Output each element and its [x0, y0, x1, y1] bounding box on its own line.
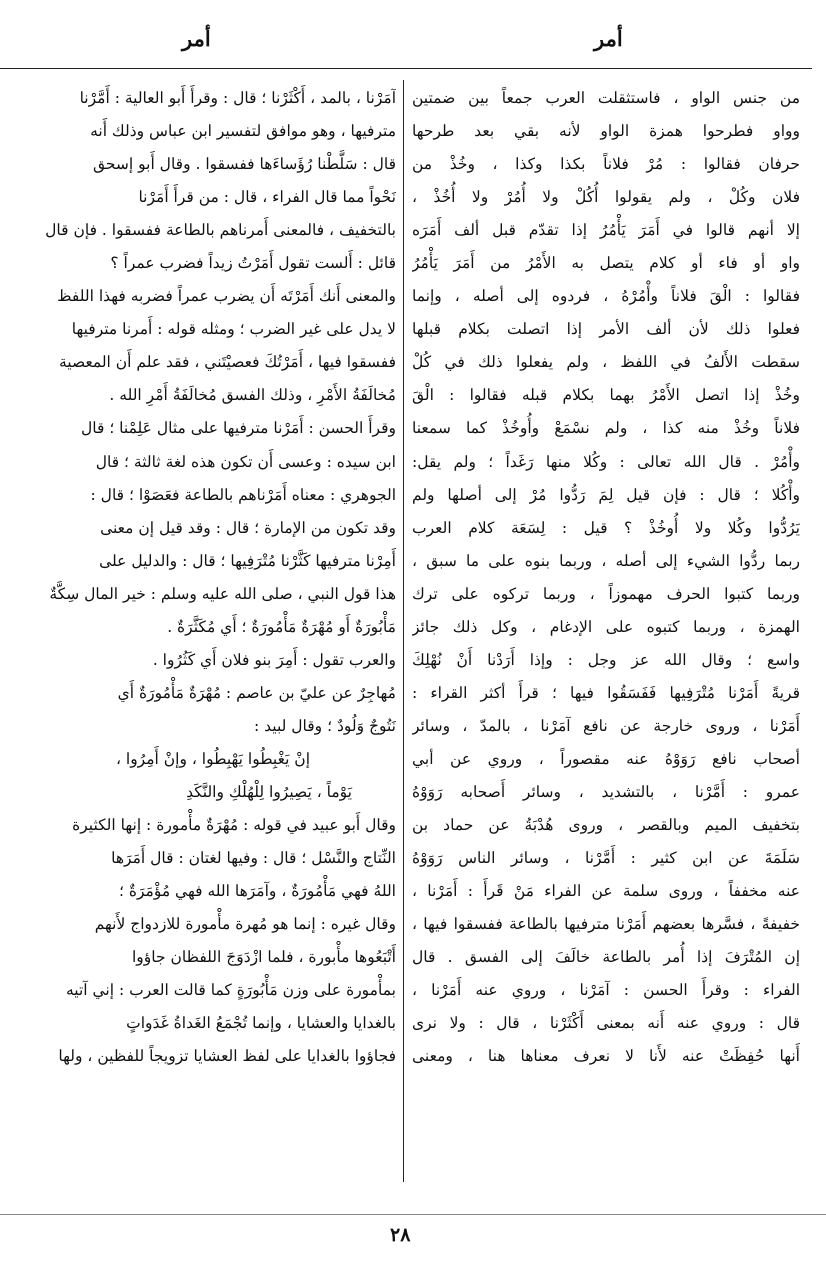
text-line: أصحاب نافع رَوَوْهُ عنه مقصوراً ، وروي عن أبي [412, 749, 800, 768]
text-line: يَرُدُّوا وكُلا ولا أُوخُذْ ؟ قيل : لِسَعَة كلام العرب [412, 518, 800, 537]
text-line: وربما كتبوا الحرف مهموزاً ، وربما تركوه على ترك [412, 584, 800, 603]
text-line: سَلَمَةَ عن ابن كثير : أَمَّرْنا ، وسائر الناس رَوَوْهُ [412, 849, 800, 868]
text-line: بالغدايا والعشايا ، وإنما تُجْمَعُ الغَداةُ غَدَواتٍ [126, 1014, 396, 1033]
header-left-word: أمر [182, 26, 211, 51]
header-right-word: أمر [594, 26, 623, 51]
text-line: قائل : أَلست تقول أَمَرْتُ زيداً فضرب عمراً ؟ [110, 254, 396, 273]
verse-line: يَوْماً ، يَصِيرُوا لِلْهُلْكِ والنَّكَدِ [186, 782, 352, 801]
text-line: إن المُتْرَفَ إذا أُمر بالطاعة خالَفَ إلى الفسق . قال [412, 948, 800, 967]
text-line: أَنها حُفِظَتْ عنه لأَنا لا نعرف معناها هنا ، ومعنى [412, 1047, 800, 1066]
text-line: إلا أنهم قالوا في أَمَرَ يَأْمُرُ إذا تقدّم قبل ألف أَمَرَه [412, 221, 800, 240]
text-line: وقال أَبو عبيد في قوله : مُهْرَةٌ مأْمورة : إنها الكثيرة [72, 816, 396, 835]
page-number: ٢٨ [390, 1224, 411, 1246]
text-line: وقال غيره : إنما هو مُهرة مأْمورة للازدواج لأَنهم [94, 915, 396, 934]
header-rule [0, 68, 812, 69]
text-line: فقالوا : الْقَ فلاناً وأْمُرْهُ ، فردوه إلى أصله ، وإنما [412, 287, 800, 306]
text-line: من جنس الواو ، فاستثقلت العرب جمعاً بين ضمتين [412, 89, 800, 107]
text-line: ابن سيده : وعسى أَن تكون هذه لغة ثالثة ؛ قال [95, 452, 396, 471]
text-line: مُهاجِرٌ عن عليّ بن عاصم : مُهْرَةٌ مَأْمُورَةٌ أَي [117, 683, 396, 702]
text-line: قال : سَلَّطْنا رُؤَساءَها ففسقوا . وقال أَبو إسحق [92, 155, 396, 174]
text-line: ربما ردُّوا الشيء إلى أصله ، وربما بنوه على ما سبق ، [412, 551, 800, 570]
text-line: أَمَرْنا ، وروى خارجة عن نافع آمَرْنا ، بالمدّ ، وسائر [412, 716, 800, 735]
text-line: لا يدل على غير الضرب ؛ ومثله قوله : أَمرنا مترفيها [71, 320, 396, 339]
text-line: والعرب تقول : أَمِرَ بنو فلان أَي كَثُرُوا . [152, 650, 396, 669]
text-line: وأْمُرْ . قال الله تعالى : وكُلا منها رَغَداً ؛ ولم يقل: [412, 452, 800, 471]
text-line: عنه مخففاً ، وروى سلمة عن الفراء مَنْ قَرأَ : أَمَرْنا ، [412, 882, 800, 901]
left-column [0, 82, 396, 1192]
text-line: واسع ؛ وقال الله عز وجل : وإذا أَرَدْنا أَنْ نُهْلِكَ [412, 650, 800, 669]
text-line: فلان وكُلْ ، ولم يقولوا أُكُلْ ولا أُمُرْ ولا أُخُذْ ، [412, 188, 800, 207]
text-line: والمعنى أَنك أَمَرْتَه أَن يضرب عمراً فضربه فهذا اللفظ [57, 287, 396, 306]
text-line: فجاؤوا بالغدايا على لفظ العشايا تزويجاً للفظين ، ولها [58, 1047, 396, 1066]
text-line: الهمزة ، وربما كتبوه على الإدغام ، وكل ذلك جائز [412, 617, 800, 636]
text-line: قال : وروي عنه أَنه بمعنى أَكْثَرْنا ، قال : ولا نرى [412, 1014, 800, 1033]
text-line: وأْكُلا ؛ قال : فإن قيل لِمَ رَدُّوا مُرْ إلى أصلها ولم [412, 485, 800, 504]
text-line: وقرأَ الحسن : أَمَرْنا مترفيها على مثال عَلِمْنا ؛ قال [81, 419, 396, 438]
text-line: وواو فطرحوا همزة الواو لأنه بقي بعد طرحها [412, 122, 800, 141]
verse-line: إنْ يَغْبِطُوا يَهْبِطُوا ، وإنْ أَمِرُوا ، [115, 749, 310, 768]
text-line: حرفان فقالوا : مُرْ فلاناً بكذا وكذا ، وخُذْ من [412, 155, 800, 174]
text-line: فلاناً وخُذْ منه كذا ، ولم نسْمَعْ وأُوخُذْ كما سمعنا [412, 419, 800, 438]
text-line: عمرو : أَمَّرْنا ، بالتشديد ، وسائر أَصحابه رَوَوْهُ [412, 782, 800, 801]
text-line: مترفيها ، وهو موافق لتفسير ابن عباس وذلك أَنه [90, 122, 396, 141]
text-line: آمَرْنا ، بالمد ، أَكْثَرْنا ؛ قال : وقرأَ أَبو العالية : أَمَّرْنا [79, 89, 396, 107]
text-line: نَتُوجٌ وَلُودٌ ؛ وقال لبيد : [254, 716, 396, 735]
text-line: ففسقوا فيها ، أَمَرْتُكَ فعصيْتَني ، فقد علم أَن المعصية [58, 353, 396, 372]
text-line: الجوهري : معناه أَمَرْناهم بالطاعة فعَصَوْا ؛ قال : [90, 485, 396, 504]
text-line: وقد تكون من الإمارة ؛ قال : وقد قيل إن معنى [100, 518, 396, 537]
text-line: بمأْمورة على وزن مَأْبُورَةٍ كما قالت العرب : إني آتيه [65, 981, 396, 1000]
text-line: اللهُ فهي مَأْمُورَةٌ ، وآمَرَها الله فهي مُؤْمَرَةٌ ؛ [118, 882, 396, 901]
text-line: النِّتاج والنَّسْل ؛ قال : وفيها لغتان : قال أَمَرَها [111, 849, 396, 868]
text-line: الفراء : وقرأَ الحسن : آمَرْنا ، وروي عنه أَمَرْنا ، [412, 981, 800, 1000]
text-line: أَتْبَعُوها مأْبورة ، فلما ازْدَوَجَ اللفظان جاؤوا [131, 948, 396, 967]
text-line: خفيفةً ، فسَّرها بعضهم أَمَرْنا مترفيها بالطاعة ففسقوا فيها ، [412, 915, 800, 934]
text-line: بالتخفيف ، فالمعنى أَمرناهم بالطاعة ففسقوا . فإن قال [45, 221, 396, 240]
text-line: سقطت الأَلفُ في اللفظ ، ولم يفعلوا ذلك في كُلْ [412, 353, 800, 372]
text-line: قريةً أَمَرْنا مُتْرَفِيها فَفَسَقُوا فيها ؛ قرأَ أكثر القراء : [412, 683, 800, 702]
text-line: فعلوا ذلك لأن ألف الأمر إذا اتصلت بكلام قبلها [412, 320, 800, 339]
text-line: وخُذْ إذا اتصل الأَمْرُ بهما بكلام قبله فقالوا : الْقَ [412, 386, 800, 405]
footer-rule [0, 1214, 826, 1215]
text-line: مُخالَفَةُ الأَمْرِ ، وذلك الفسق مُخالَفَةُ أَمْرِ الله . [109, 386, 396, 405]
text-line: أَمِرْنا مترفيها كَثَّرْنا مُتْرَفِيها ؛ قال : والدليل على [99, 551, 396, 570]
text-line: مَأْبُورَةٌ أَو مُهْرَةٌ مَأْمُورَةٌ ؛ أَي مُكَثَّرَةٌ . [167, 617, 396, 636]
column-divider [403, 80, 404, 1182]
right-column [412, 82, 800, 1192]
text-line: بتخفيف الميم وبالقصر ، وروى هُدْبَةُ عن حماد بن [412, 816, 800, 835]
text-line: واو أو فاء أو كلام يتصل به الأَمْرُ من أَمَرَ يَأْمُرُ [412, 254, 800, 273]
text-line: نَحْواً مما قال الفراء ، قال : من قرأَ أَمَرْنا [138, 188, 396, 207]
text-line: هذا قول النبي ، صلى الله عليه وسلم : خير المال سِكَّةٌ [49, 584, 396, 603]
